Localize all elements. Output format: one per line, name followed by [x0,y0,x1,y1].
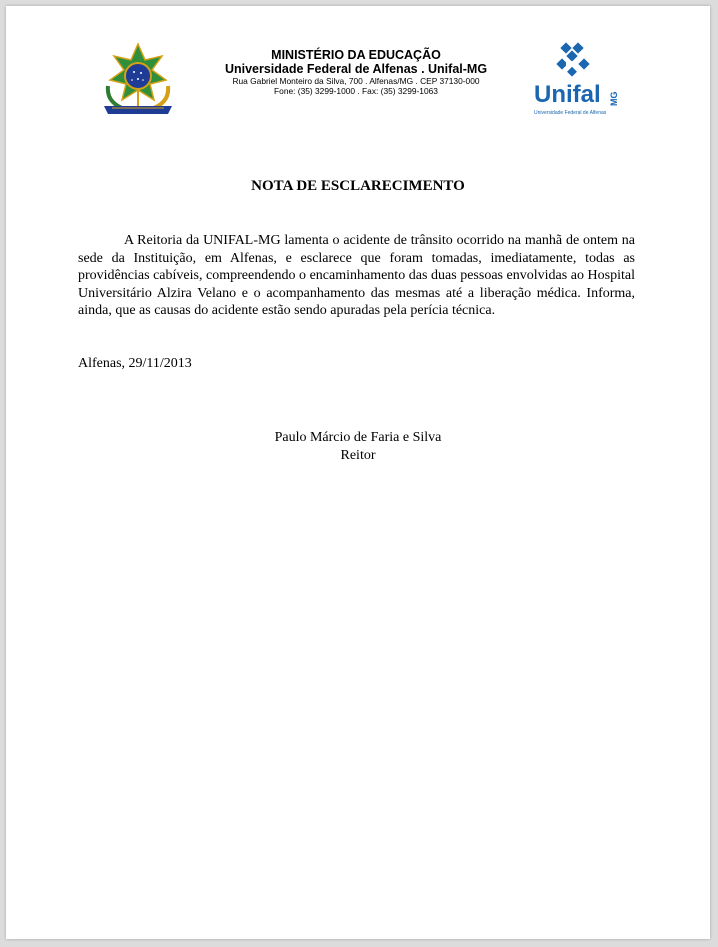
logo-caption: Universidade Federal de Alfenas [534,110,607,116]
ministry-name: MINISTÉRIO DA EDUCAÇÃO [271,48,441,62]
signer-name: Paulo Márcio de Faria e Silva [274,430,442,445]
document-date: Alfenas, 29/11/2013 [78,356,192,371]
phone-line: Fone: (35) 3299-1000 . Fax: (35) 3299-1063 [274,86,438,96]
signer-title: Reitor [340,448,376,463]
document-body: A Reitoria da UNIFAL-MG lamenta o acidente de trânsito ocorrido na manhã de ontem na sede da Instituição, em Alfenas, e esclarece que foram tomadas, imediatamente, todas as providências cabíveis, compreendendo o encaminhamento das duas pessoas envolvidas ao Hospital Universitário Alzira Velano e o acompanhamento das mesmas até a liberação médica. Informa, ainda, que as causas do acidente estão sendo apuradas pela perícia técnica. [78,233,635,318]
document-page [6,6,710,939]
unifal-logo-icon [528,40,624,120]
logo-suffix: MG [609,91,619,106]
document-title: NOTA DE ESCLARECIMENTO [251,178,465,194]
brazil-coat-of-arms-icon [98,42,178,118]
university-name: Universidade Federal de Alfenas . Unifal-MG [224,62,488,76]
address-line: Rua Gabriel Monteiro da Silva, 700 . Alfenas/MG . CEP 37130-000 [232,76,480,86]
letterhead [196,48,516,96]
logo-wordmark: Unifal [534,81,601,108]
signature-block [6,429,710,465]
